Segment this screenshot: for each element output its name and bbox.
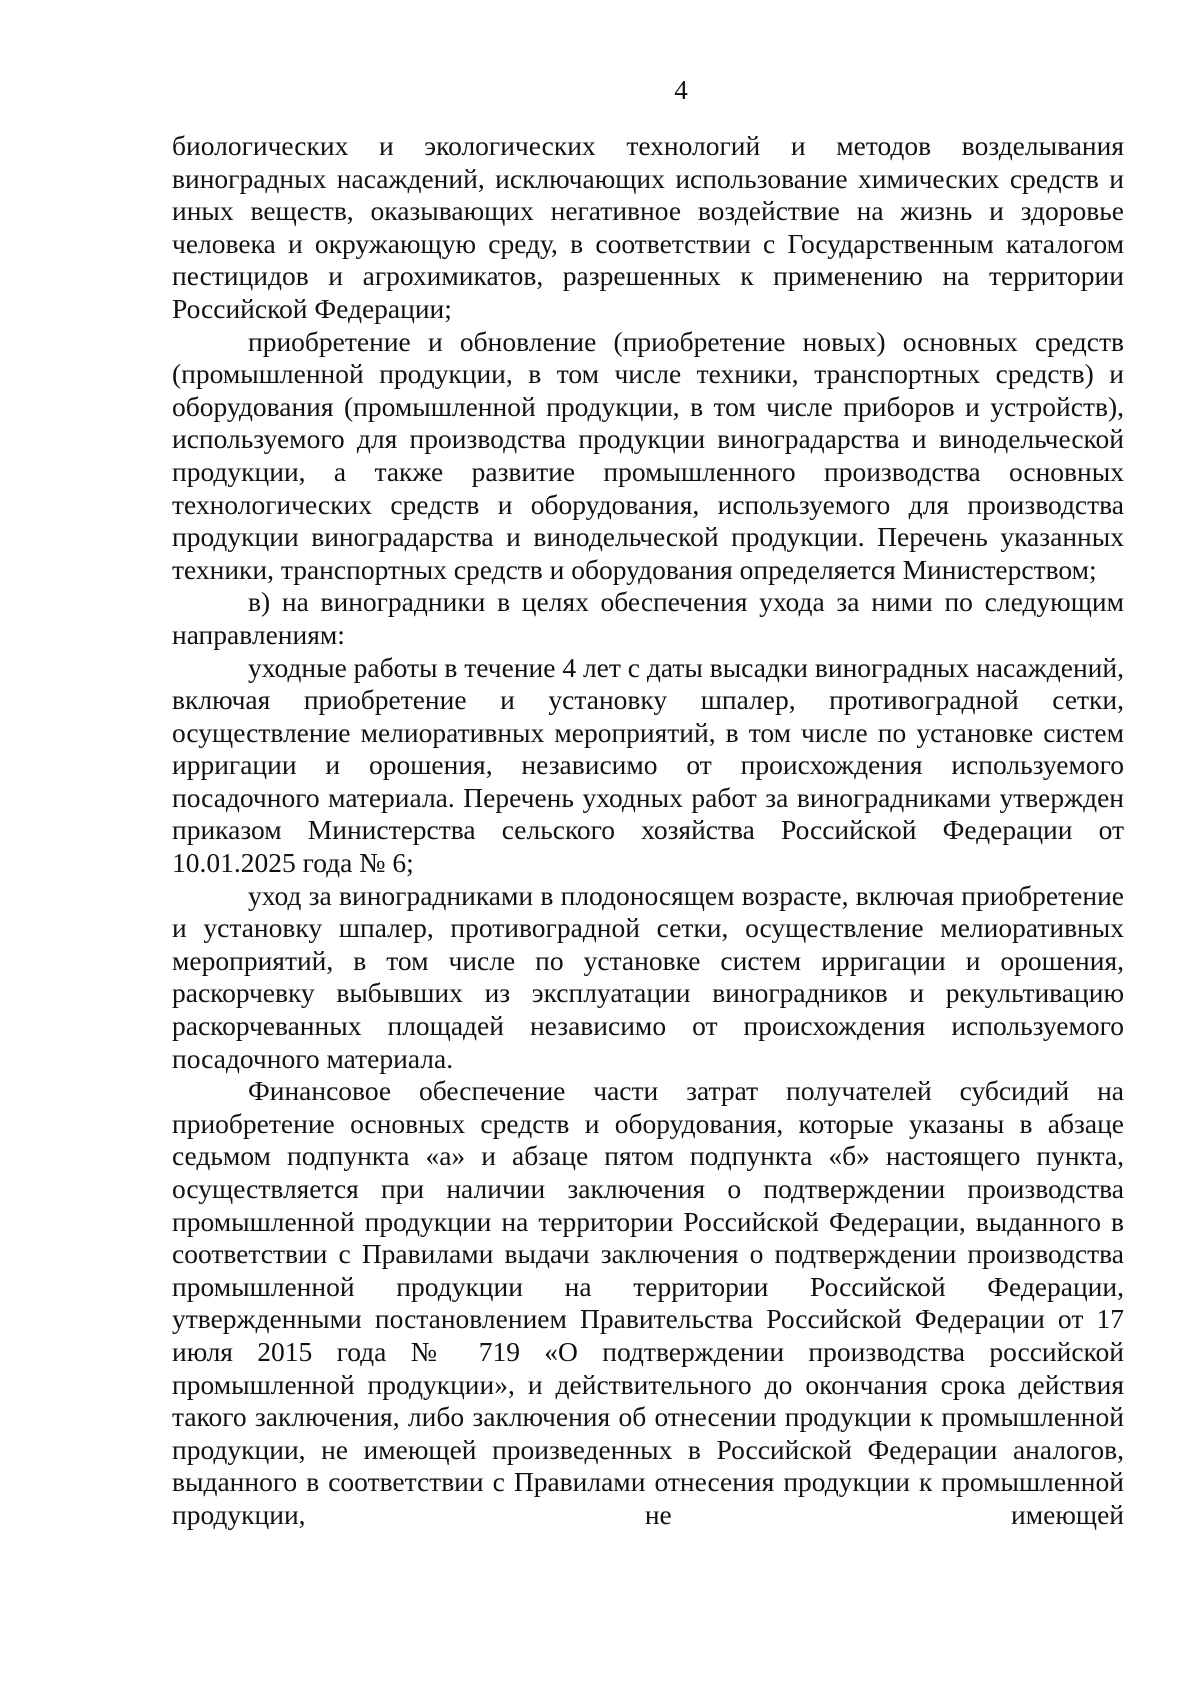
paragraph-financing: Финансовое обеспечение части затрат получателей субсидий на приобретение основных средств и оборудования, которые указаны в абзаце седьмом подпункта «а» и абзаце пятом подпункта «б» настоящего пункта, осуществляется при наличии заключения о подтверждении производства промышленной продукции на территории Российской Федерации, выданного в соответствии с Правилами выдачи заключения о подтверждении производства промышленной продукции на территории Российской Федерации, утвержденными постановлением Правительства Российской Федерации от 17 июля 2015 года № 719 «О подтверждении производства российской промышленной продукции», и действительного до окончания срока действия такого заключения, либо заключения об отнесении продукции к промышленной продукции, не имеющей произведенных в Российской Федерации аналогов, выданного в соответствии с Правилами отнесения продукции к промышленной продукции, не имеющей xyxy=(172,1075,1124,1530)
document-body xyxy=(172,130,1124,1532)
paragraph-subpoint-v: в) на виноградники в целях обеспечения ухода за ними по следующим направлениям: xyxy=(172,586,1124,650)
paragraph-fixed-assets: приобретение и обновление (приобретение новых) основных средств (промышленной продукции, в том числе техники, транспортных средств) и оборудования (промышленной продукции, в том числе приборов и устройств), используемого для производства продукции виноградарства и винодельческой продукции, а также развитие промышленного производства основных технологических средств и оборудования, используемого для производства продукции виноградарства и винодельческой продукции. Перечень указанных техники, транспортных средств и оборудования определяется Министерством; xyxy=(172,325,1124,585)
paragraph-continuation: биологических и экологических технологий и методов возделывания виноградных насаждений, исключающих использование химических средств и иных веществ, оказывающих негативное воздействие на жизнь и здоровье человека и окружающую среду, в соответствии с Государственным каталогом пестицидов и агрохимикатов, разрешенных к применению на территории Российской Федерации; xyxy=(172,130,1124,324)
page-number: 4 xyxy=(674,75,688,105)
paragraph-maintenance-work: уходные работы в течение 4 лет с даты высадки виноградных насаждений, включая приобретение и установку шпалер, противоградной сетки, осуществление мелиоративных мероприятий, в том числе по установке систем ирригации и орошения, независимо от происхождения используемого посадочного материала. Перечень уходных работ за виноградниками утвержден приказом Министерства сельского хозяйства Российской Федерации от 10.01.2025 года № 6; xyxy=(172,651,1124,879)
paragraph-fruiting-care: уход за виноградниками в плодоносящем возрасте, включая приобретение и установку шпалер, противоградной сетки, осуществление мелиоративных мероприятий, в том числе по установке систем ирригации и орошения, раскорчевку выбывших из эксплуатации виноградников и рекультивацию раскорчеванных площадей независимо от происхождения используемого посадочного материала. xyxy=(172,879,1124,1074)
